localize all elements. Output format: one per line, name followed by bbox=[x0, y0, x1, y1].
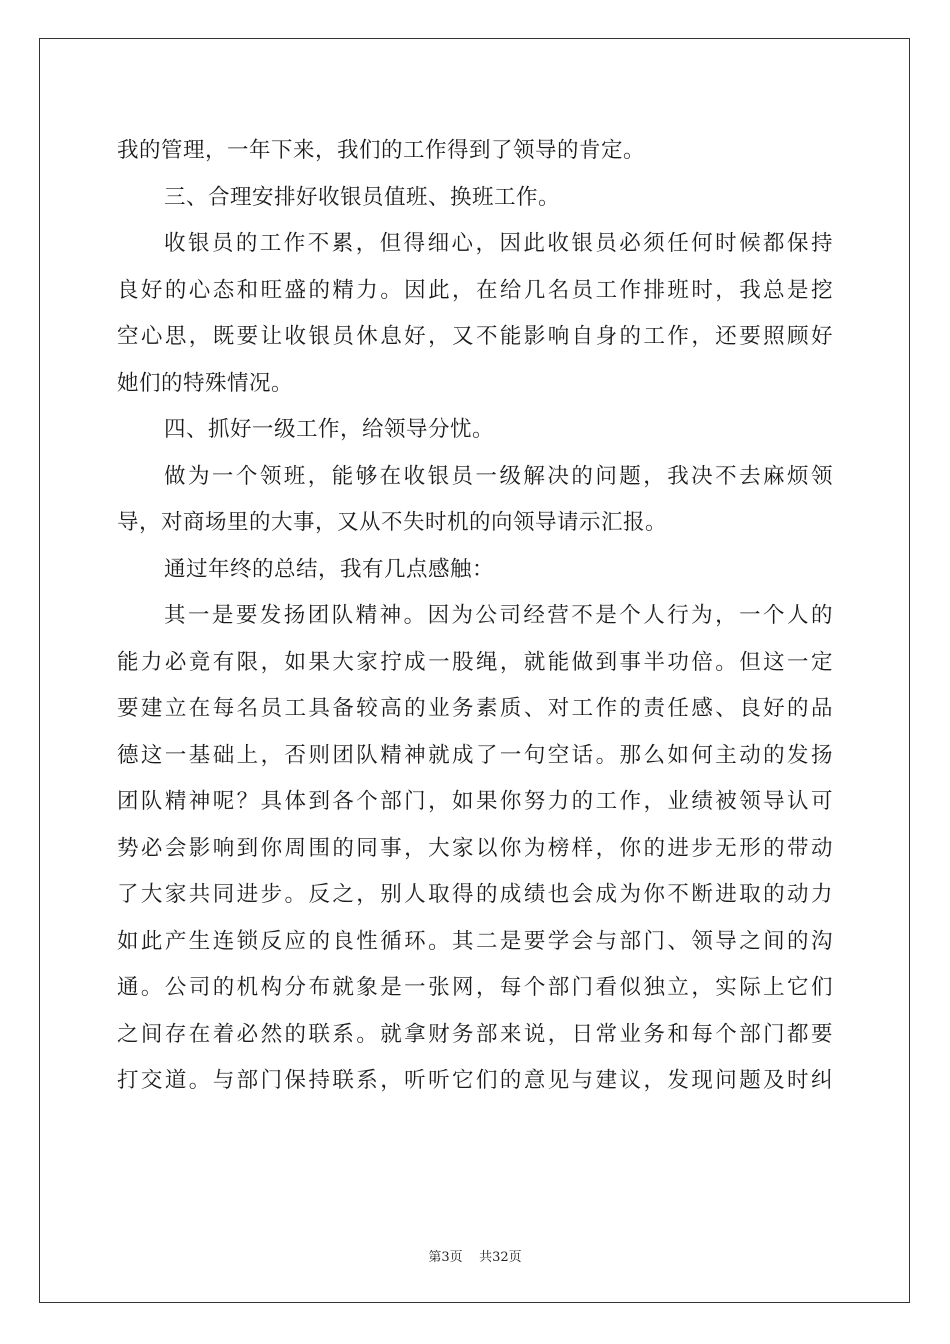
text-line: 三、合理安排好收银员值班、换班工作。 bbox=[164, 184, 561, 210]
text-line: 我的管理，一年下来，我们的工作得到了领导的肯定。 bbox=[117, 138, 646, 163]
text-line: 势必会影响到你周围的同事，大家以你为榜样，你的进步无形的带动 bbox=[117, 835, 833, 861]
text-line: 良好的心态和旺盛的精力。因此，在给几名员工作排班时，我总是挖 bbox=[117, 277, 833, 303]
text-line: 要建立在每名员工具备较高的业务素质、对工作的责任感、良好的品 bbox=[117, 696, 833, 721]
text-line: 四、抓好一级工作，给领导分忧。 bbox=[164, 417, 495, 442]
text-line: 空心思，既要让收银员休息好，又不能影响自身的工作，还要照顾好 bbox=[117, 324, 833, 349]
page-total: 共32页 bbox=[479, 1250, 522, 1265]
text-line: 如此产生连锁反应的良性循环。其二是要学会与部门、领导之间的沟 bbox=[117, 928, 833, 954]
text-line: 收银员的工作不累，但得细心，因此收银员必须任何时候都保持 bbox=[164, 231, 833, 256]
page-number: 第3页 bbox=[428, 1250, 463, 1265]
page-footer bbox=[0, 1246, 950, 1265]
text-line: 导，对商场里的大事，又从不失时机的向领导请示汇报。 bbox=[117, 510, 668, 535]
text-line: 打交道。与部门保持联系，听听它们的意见与建议，发现问题及时纠 bbox=[117, 1068, 833, 1093]
text-line: 团队精神呢？具体到各个部门，如果你努力的工作，业绩被领导认可 bbox=[117, 789, 833, 814]
text-line: 其一是要发扬团队精神。因为公司经营不是个人行为，一个人的 bbox=[164, 603, 833, 628]
text-line: 通过年终的总结，我有几点感触： bbox=[164, 556, 495, 582]
document-body bbox=[117, 128, 833, 1105]
text-line: 通。公司的机构分布就象是一张网，每个部门看似独立，实际上它们 bbox=[117, 975, 833, 1000]
text-line: 德这一基础上，否则团队精神就成了一句空话。那么如何主动的发扬 bbox=[117, 742, 833, 768]
text-line: 了大家共同进步。反之，别人取得的成绩也会成为你不断进取的动力 bbox=[117, 882, 833, 907]
text-line: 做为一个领班，能够在收银员一级解决的问题，我决不去麻烦领 bbox=[164, 463, 833, 489]
text-line: 之间存在着必然的联系。就拿财务部来说，日常业务和每个部门都要 bbox=[117, 1021, 833, 1047]
footer-gap bbox=[463, 1250, 480, 1265]
text-line: 她们的特殊情况。 bbox=[117, 370, 294, 396]
text-line: 能力必竟有限，如果大家拧成一股绳，就能做到事半功倍。但这一定 bbox=[117, 649, 833, 675]
